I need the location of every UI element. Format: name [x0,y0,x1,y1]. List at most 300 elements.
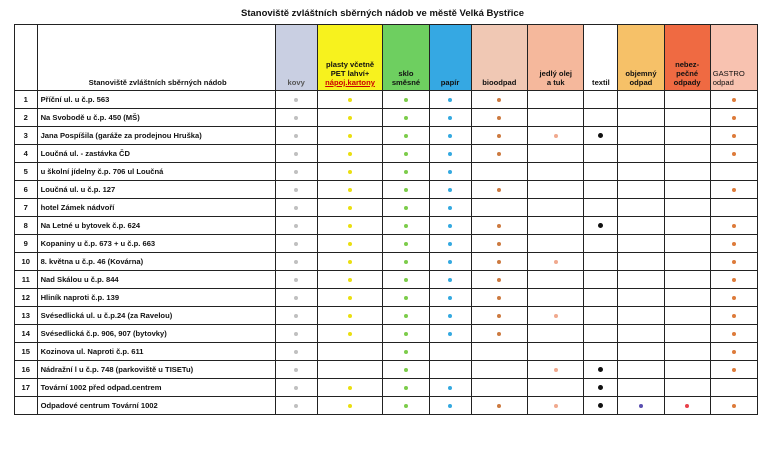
row-location: Kozinova ul. Naproti č.p. 611 [37,343,275,361]
sklo-container-dot [404,116,408,120]
gastro-container-dot [732,152,736,156]
cell-objemny [618,91,664,109]
cell-gastro [710,91,757,109]
cell-bioodpad [471,217,527,235]
sklo-container-dot [404,350,408,354]
plasty-container-dot [348,386,352,390]
cell-kovy [275,145,317,163]
row-number: 9 [15,235,38,253]
plasty-container-dot [348,242,352,246]
cell-plasty [317,253,383,271]
cell-plasty [317,127,383,145]
plasty-container-dot [348,296,352,300]
cell-objemny [618,289,664,307]
cell-bioodpad [471,235,527,253]
kovy-container-dot [294,386,298,390]
table-row [15,109,758,127]
cell-papir [429,91,471,109]
plasty-container-dot [348,206,352,210]
cell-objemny [618,235,664,253]
header-kovy [275,25,317,91]
cell-papir [429,361,471,379]
cell-nebezpecne [664,235,710,253]
cell-olej [528,379,584,397]
cell-olej [528,361,584,379]
cell-objemny [618,253,664,271]
plasty-container-dot [348,98,352,102]
cell-nebezpecne [664,163,710,181]
cell-gastro [710,181,757,199]
cell-textil [584,145,618,163]
cell-textil [584,217,618,235]
cell-bioodpad [471,109,527,127]
olej-container-dot [554,314,558,318]
cell-textil [584,289,618,307]
cell-objemny [618,379,664,397]
cell-olej [528,163,584,181]
cell-textil [584,307,618,325]
bioodpad-container-dot [497,314,501,318]
textil-container-dot [598,403,603,408]
gastro-container-dot [732,368,736,372]
cell-bioodpad [471,271,527,289]
cell-sklo [383,325,429,343]
cell-sklo [383,235,429,253]
cell-papir [429,379,471,397]
cell-nebezpecne [664,145,710,163]
cell-objemny [618,361,664,379]
cell-plasty [317,199,383,217]
row-location: 8. května u č.p. 46 (Kovárna) [37,253,275,271]
cell-nebezpecne [664,253,710,271]
cell-textil [584,253,618,271]
cell-nebezpecne [664,181,710,199]
cell-kovy [275,289,317,307]
cell-sklo [383,343,429,361]
kovy-container-dot [294,134,298,138]
gastro-container-dot [732,260,736,264]
cell-papir [429,199,471,217]
papir-container-dot [448,170,452,174]
cell-olej [528,307,584,325]
papir-container-dot [448,386,452,390]
cell-bioodpad [471,163,527,181]
cell-papir [429,325,471,343]
cell-papir [429,343,471,361]
olej-container-dot [554,134,558,138]
sklo-container-dot [404,314,408,318]
bioodpad-container-dot [497,296,501,300]
cell-kovy [275,91,317,109]
cell-sklo [383,253,429,271]
cell-gastro [710,163,757,181]
row-location: hotel Zámek nádvoří [37,199,275,217]
gastro-container-dot [732,224,736,228]
cell-kovy [275,325,317,343]
row-number: 8 [15,217,38,235]
cell-bioodpad [471,325,527,343]
row-location: Jana Pospíšila (garáže za prodejnou Hruška) [37,127,275,145]
cell-olej [528,217,584,235]
cell-objemny [618,181,664,199]
row-number: 17 [15,379,38,397]
bioodpad-container-dot [497,224,501,228]
papir-container-dot [448,116,452,120]
cell-plasty [317,379,383,397]
table-row [15,91,758,109]
cell-sklo [383,361,429,379]
cell-kovy [275,199,317,217]
cell-textil [584,271,618,289]
header-kovy-line1: kovy [287,78,305,87]
bioodpad-container-dot [497,152,501,156]
papir-container-dot [448,296,452,300]
row-location: Nádražní l u č.p. 748 (parkoviště u TISETu) [37,361,275,379]
papir-container-dot [448,404,452,408]
plasty-container-dot [348,314,352,318]
cell-olej [528,109,584,127]
collection-points-table [14,24,758,415]
cell-textil [584,109,618,127]
table-row [15,343,758,361]
cell-nebezpecne [664,307,710,325]
cell-objemny [618,199,664,217]
kovy-container-dot [294,404,298,408]
cell-textil [584,91,618,109]
cell-plasty [317,91,383,109]
cell-bioodpad [471,253,527,271]
header-nebezpecne [664,25,710,91]
gastro-container-dot [732,98,736,102]
cell-plasty [317,343,383,361]
table-row [15,217,758,235]
cell-textil [584,199,618,217]
table-row [15,361,758,379]
cell-kovy [275,217,317,235]
header-sklo-line1: sklo [398,69,414,78]
cell-papir [429,145,471,163]
olej-container-dot [554,404,558,408]
sklo-container-dot [404,206,408,210]
cell-sklo [383,271,429,289]
cell-kovy [275,109,317,127]
cell-plasty [317,325,383,343]
cell-plasty [317,307,383,325]
row-location: Svésedlická č.p. 906, 907 (bytovky) [37,325,275,343]
row-number: 13 [15,307,38,325]
row-number: 6 [15,181,38,199]
bioodpad-container-dot [497,134,501,138]
header-number [15,25,38,91]
kovy-container-dot [294,170,298,174]
cell-papir [429,235,471,253]
cell-objemny [618,343,664,361]
table-row [15,397,758,415]
papir-container-dot [448,134,452,138]
cell-plasty [317,217,383,235]
gastro-container-dot [732,188,736,192]
cell-bioodpad [471,145,527,163]
sklo-container-dot [404,188,408,192]
header-sklo-line2: směsné [391,78,421,87]
cell-objemny [618,145,664,163]
papir-container-dot [448,152,452,156]
cell-olej [528,91,584,109]
row-number: 12 [15,289,38,307]
cell-gastro [710,379,757,397]
table-row [15,199,758,217]
cell-kovy [275,127,317,145]
cell-bioodpad [471,127,527,145]
row-number: 11 [15,271,38,289]
cell-nebezpecne [664,289,710,307]
cell-gastro [710,397,757,415]
row-number: 2 [15,109,38,127]
papir-container-dot [448,314,452,318]
cell-olej [528,127,584,145]
cell-plasty [317,397,383,415]
cell-textil [584,325,618,343]
kovy-container-dot [294,206,298,210]
sklo-container-dot [404,404,408,408]
cell-bioodpad [471,379,527,397]
cell-olej [528,235,584,253]
row-location: Loučná ul. u č.p. 127 [37,181,275,199]
cell-bioodpad [471,199,527,217]
gastro-container-dot [732,278,736,282]
cell-bioodpad [471,307,527,325]
cell-kovy [275,181,317,199]
table-row [15,289,758,307]
row-location: Na Svobodě u č.p. 450 (MŠ) [37,109,275,127]
cell-sklo [383,181,429,199]
papir-container-dot [448,206,452,210]
cell-objemny [618,307,664,325]
table-body [15,91,758,415]
header-objemny-line2: odpad [629,78,653,87]
header-olej-line1: jedlý olej [539,69,573,78]
cell-nebezpecne [664,325,710,343]
cell-papir [429,109,471,127]
table-row [15,271,758,289]
gastro-container-dot [732,350,736,354]
bioodpad-container-dot [497,98,501,102]
cell-bioodpad [471,289,527,307]
plasty-container-dot [348,332,352,336]
row-number: 15 [15,343,38,361]
kovy-container-dot [294,350,298,354]
cell-kovy [275,361,317,379]
cell-nebezpecne [664,91,710,109]
cell-kovy [275,271,317,289]
cell-gastro [710,127,757,145]
plasty-container-dot [348,188,352,192]
row-number: 5 [15,163,38,181]
cell-gastro [710,325,757,343]
table-row [15,163,758,181]
header-bioodpad-line1: bioodpad [482,78,517,87]
gastro-container-dot [732,116,736,120]
cell-kovy [275,379,317,397]
header-nebezpecne-line1: nebez- [675,60,700,69]
row-location: Na Letné u bytovek č.p. 624 [37,217,275,235]
kovy-container-dot [294,152,298,156]
header-objemny-line1: objemný [625,69,657,78]
cell-nebezpecne [664,109,710,127]
cell-gastro [710,109,757,127]
sklo-container-dot [404,170,408,174]
plasty-container-dot [348,152,352,156]
table-row [15,379,758,397]
cell-objemny [618,127,664,145]
sklo-container-dot [404,386,408,390]
olej-container-dot [554,368,558,372]
textil-container-dot [598,385,603,390]
table-row [15,325,758,343]
kovy-container-dot [294,332,298,336]
cell-objemny [618,109,664,127]
cell-kovy [275,397,317,415]
header-papir-line1: papír [440,78,460,87]
papir-container-dot [448,242,452,246]
row-location: Tovární 1002 před odpad.centrem [37,379,275,397]
textil-container-dot [598,223,603,228]
cell-sklo [383,91,429,109]
cell-plasty [317,109,383,127]
gastro-container-dot [732,242,736,246]
kovy-container-dot [294,116,298,120]
kovy-container-dot [294,296,298,300]
kovy-container-dot [294,224,298,228]
kovy-container-dot [294,314,298,318]
sklo-container-dot [404,134,408,138]
cell-nebezpecne [664,127,710,145]
kovy-container-dot [294,368,298,372]
header-papir [429,25,471,91]
kovy-container-dot [294,98,298,102]
plasty-container-dot [348,116,352,120]
row-number: 16 [15,361,38,379]
cell-kovy [275,307,317,325]
cell-olej [528,271,584,289]
cell-gastro [710,361,757,379]
cell-kovy [275,253,317,271]
cell-sklo [383,127,429,145]
bioodpad-container-dot [497,116,501,120]
cell-papir [429,127,471,145]
table-row [15,253,758,271]
kovy-container-dot [294,278,298,282]
header-gastro-line1: GASTRO [712,69,745,78]
cell-plasty [317,271,383,289]
cell-textil [584,397,618,415]
table-row [15,127,758,145]
cell-sklo [383,379,429,397]
header-plasty-line3: nápoj.kartony [325,78,375,87]
cell-objemny [618,217,664,235]
table-row [15,145,758,163]
objemny-container-dot [639,404,643,408]
papir-container-dot [448,98,452,102]
cell-plasty [317,181,383,199]
cell-gastro [710,253,757,271]
cell-sklo [383,109,429,127]
cell-plasty [317,289,383,307]
header-olej-line2: a tuk [546,78,565,87]
cell-bioodpad [471,397,527,415]
cell-papir [429,271,471,289]
cell-sklo [383,217,429,235]
cell-textil [584,181,618,199]
plasty-container-dot [348,278,352,282]
cell-nebezpecne [664,343,710,361]
cell-kovy [275,163,317,181]
table-row [15,307,758,325]
cell-nebezpecne [664,397,710,415]
row-location: Svésedlická ul. u č.p.24 (za Ravelou) [37,307,275,325]
header-textil-line1: textil [592,78,610,87]
papir-container-dot [448,332,452,336]
cell-gastro [710,271,757,289]
cell-nebezpecne [664,271,710,289]
header-textil [584,25,618,91]
cell-papir [429,289,471,307]
kovy-container-dot [294,242,298,246]
table-header-row [15,25,758,91]
row-number: 3 [15,127,38,145]
cell-sklo [383,397,429,415]
cell-textil [584,379,618,397]
cell-textil [584,343,618,361]
row-number: 14 [15,325,38,343]
row-location: u školní jídelny č.p. 706 ul Loučná [37,163,275,181]
papir-container-dot [448,278,452,282]
cell-sklo [383,163,429,181]
cell-gastro [710,235,757,253]
olej-container-dot [554,260,558,264]
cell-gastro [710,145,757,163]
cell-papir [429,307,471,325]
cell-gastro [710,307,757,325]
plasty-container-dot [348,404,352,408]
header-gastro-line2: odpad [712,78,734,87]
bioodpad-container-dot [497,188,501,192]
cell-nebezpecne [664,361,710,379]
cell-gastro [710,199,757,217]
papir-container-dot [448,260,452,264]
header-plasty [317,25,383,91]
cell-olej [528,199,584,217]
header-objemny [618,25,664,91]
nebezpecne-container-dot [685,404,689,408]
plasty-container-dot [348,134,352,138]
header-plasty-line2: PET lahví+ [330,69,370,78]
cell-bioodpad [471,343,527,361]
cell-olej [528,145,584,163]
cell-textil [584,361,618,379]
cell-nebezpecne [664,217,710,235]
textil-container-dot [598,367,603,372]
row-number: 1 [15,91,38,109]
cell-textil [584,127,618,145]
sklo-container-dot [404,224,408,228]
cell-kovy [275,235,317,253]
gastro-container-dot [732,314,736,318]
cell-sklo [383,307,429,325]
cell-gastro [710,343,757,361]
plasty-container-dot [348,224,352,228]
sklo-container-dot [404,278,408,282]
